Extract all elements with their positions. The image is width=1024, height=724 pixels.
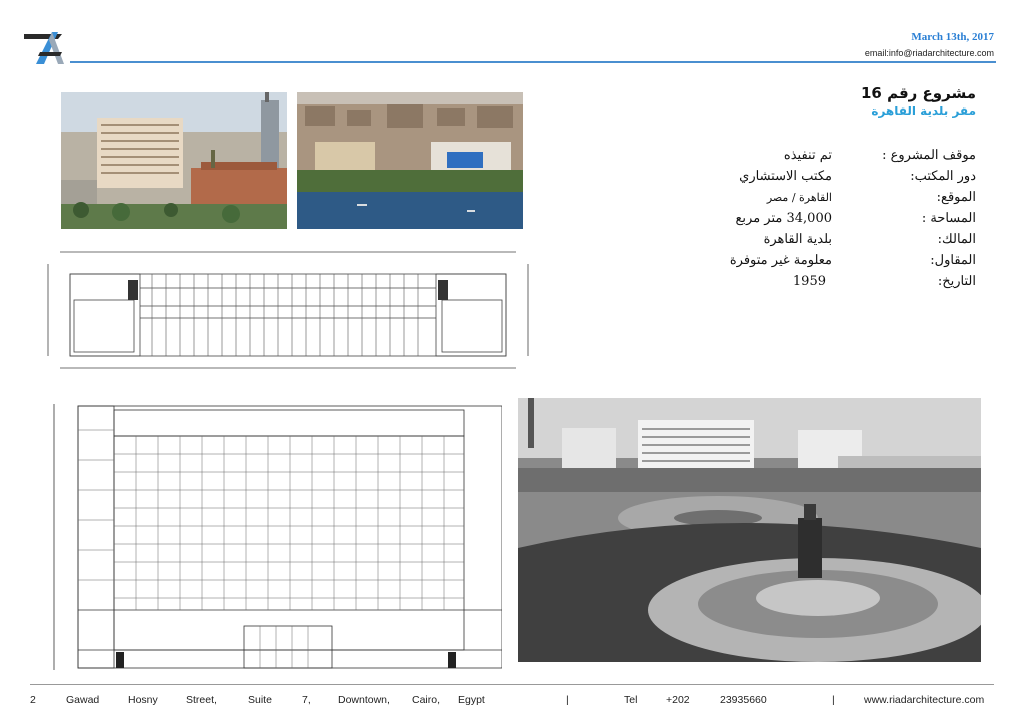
- footer-tel-label: Tel: [624, 694, 638, 706]
- detail-label-location: الموقع:: [936, 190, 976, 205]
- footer-address-word: Egypt: [458, 694, 485, 706]
- detail-value-role: مكتب الاستشاري: [739, 169, 832, 184]
- header-divider: [70, 61, 996, 63]
- square-bw-photo: [518, 398, 981, 662]
- footer-address-word: Downtown,: [338, 694, 390, 706]
- detail-label-owner: المالك:: [937, 232, 976, 247]
- detail-value-date: 1959: [792, 274, 826, 289]
- elevation-drawing: [38, 400, 502, 674]
- footer-tel-number: 23935660: [720, 694, 767, 706]
- footer-separator: |: [566, 694, 569, 706]
- footer-separator: |: [832, 694, 835, 706]
- project-title: مشروع رقم 16: [861, 84, 976, 102]
- detail-label-date: التاريخ:: [937, 274, 976, 289]
- document-date: March 13th, 2017: [911, 31, 994, 43]
- detail-value-status: تم تنفيذه: [783, 148, 832, 163]
- aerial-nile-photo: [297, 92, 523, 229]
- footer-tel-code: +202: [666, 694, 690, 706]
- footer-address-word: Gawad: [66, 694, 100, 706]
- floor-plan-drawing: [40, 244, 536, 376]
- building-color-photo: [61, 92, 287, 229]
- contact-email: email:info@riadarchitecture.com: [864, 48, 994, 58]
- detail-label-role: دور المكتب:: [910, 169, 976, 184]
- footer-address-word: Street,: [186, 694, 217, 706]
- detail-value-contractor: معلومة غير متوفرة: [729, 253, 832, 268]
- detail-value-area: 34,000 متر مربع: [735, 211, 832, 226]
- detail-label-status: موقف المشروع :: [882, 148, 976, 163]
- footer-address-word: Hosny: [128, 694, 158, 706]
- footer-website[interactable]: www.riadarchitecture.com: [864, 694, 985, 706]
- footer-address-word: Suite: [248, 694, 272, 706]
- footer-address-word: Cairo,: [412, 694, 441, 706]
- footer-address-word: 2: [30, 694, 36, 706]
- footer: [30, 694, 994, 708]
- detail-label-contractor: المقاول:: [930, 253, 976, 268]
- detail-value-owner: بلدية القاهرة: [763, 232, 832, 247]
- project-subtitle: مقر بلدية القاهرة: [871, 104, 976, 118]
- detail-value-location: القاهرة / مصر: [766, 191, 832, 204]
- footer-divider: [30, 684, 994, 685]
- detail-label-area: المساحة :: [921, 211, 976, 226]
- footer-address-word: 7,: [302, 694, 311, 706]
